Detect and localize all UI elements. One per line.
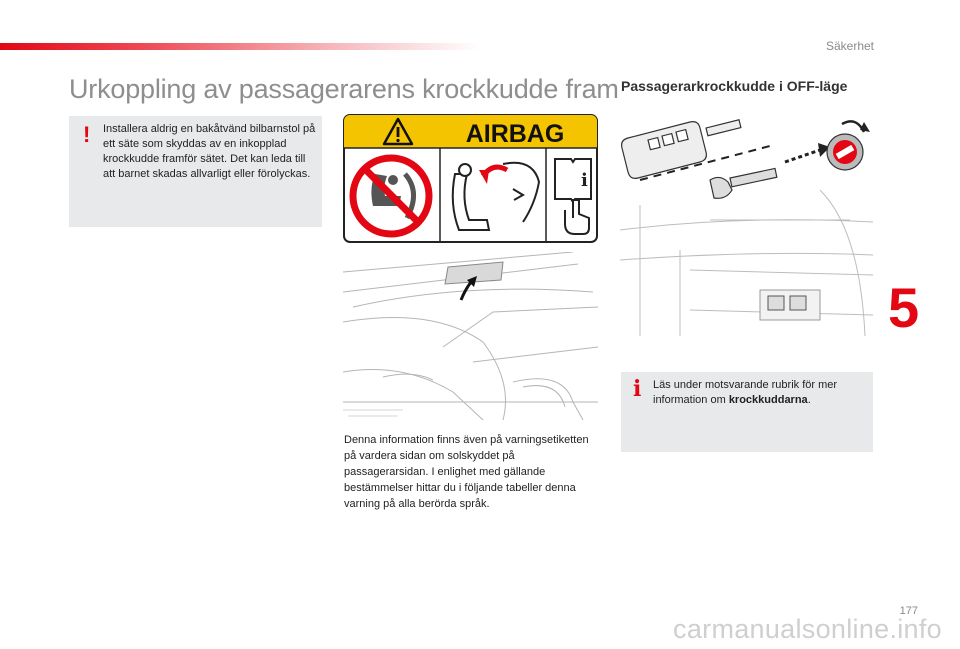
section-subtitle: Passagerarkrockkudde i OFF-läge <box>621 78 848 94</box>
info-text <box>653 378 863 408</box>
exclamation-icon: ! <box>83 122 91 147</box>
page-title: Urkoppling av passagerarens krockkudde fram <box>69 74 619 104</box>
svg-text:i: i <box>581 170 588 191</box>
airbag-switch-key-illustration <box>620 110 873 336</box>
section-title: Säkerhet <box>825 39 874 53</box>
info-text-part: Läs under motsvarande rubrik för mer information om <box>653 379 838 406</box>
chapter-number: 5 <box>888 276 920 339</box>
insert-arrow-icon <box>785 143 830 162</box>
warning-box <box>69 116 322 227</box>
info-text-end: . <box>807 394 811 406</box>
header-accent-bar <box>0 43 480 50</box>
no-child-seat-icon <box>353 158 429 234</box>
watermark: carmanualsonline.info <box>673 614 942 644</box>
page-number: 177 <box>899 605 918 617</box>
body-paragraph: Denna information finns även på varningsetiketten på vardera sidan om solskyddet på passagerarsidan. I enlighet med gällande bestämmelser hittar du i följande tabeller denna varning på alla berörda språk. <box>344 434 589 510</box>
airbag-warning-label <box>343 114 598 243</box>
airbag-off-switch <box>827 134 863 170</box>
warning-text: Installera aldrig en bakåtvänd bilbarnstol på ett säte som skyddas av en inkopplad krockkudde framför sätet. Det kan leda till att barnet skadas allvarligt eller förolyckas. <box>103 123 316 180</box>
sunvisor-location-illustration <box>343 252 598 420</box>
info-text-bold: krockkuddarna <box>728 394 808 406</box>
rotate-arrow-icon <box>842 121 870 132</box>
info-box <box>621 372 873 452</box>
airbag-label-title: AIRBAG <box>465 120 565 148</box>
info-icon: i <box>633 376 642 402</box>
